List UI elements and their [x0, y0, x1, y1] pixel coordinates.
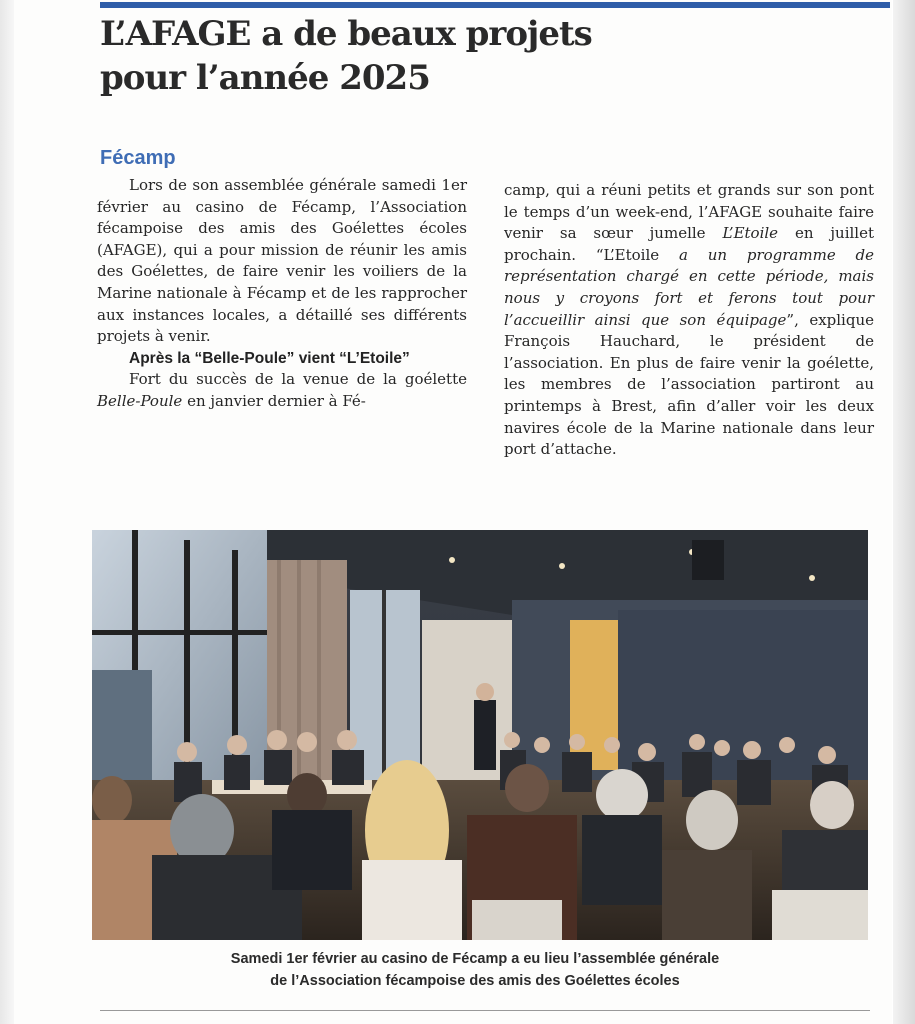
caption-line-2: de l’Association fécampoise des amis des Goélettes écoles: [270, 973, 680, 989]
scan-edge-right: [893, 0, 915, 1024]
ship-name: L’Etoile: [722, 224, 779, 243]
body-text: en janvier dernier à Fé-: [182, 391, 366, 410]
body-text: camp, qui a réuni petits et grands sur son pont le temps d’un week-end, l’AFAGE souhaite faire venir sa sœur jumelle: [504, 181, 874, 243]
subheading: Après la “Belle-Poule” vient “L’Etoile”: [129, 349, 410, 367]
top-rule: [100, 2, 890, 8]
photo-illustration: [92, 530, 868, 940]
ship-name: Belle-Poule: [97, 391, 183, 410]
photo-caption: [150, 948, 800, 992]
body-paragraph-1: [97, 369, 467, 412]
quote-text: a un programme de représentation chargé en cette période, mais nous y croyons fort et ferons tout pour l’accueillir ainsi que son équipage: [504, 245, 874, 329]
headline-line-2: pour l’année 2025: [100, 58, 430, 98]
body-text: en juillet prochain. “L’Etoile: [504, 224, 874, 264]
caption-line-1: Samedi 1er février au casino de Fécamp a eu lieu l’assemblée générale: [230, 951, 720, 967]
scan-edge-left: [0, 0, 14, 1024]
body-text: ”, explique François Hauchard, le président de l’association. En plus de faire venir la goélette, les membres de l’association partiront au printemps à Brest, afin d’aller voir les deux navires école de la Marine nationale dans leur port d’attache.: [504, 310, 874, 459]
article-column-right: [504, 180, 874, 461]
body-paragraph-2: [504, 180, 874, 461]
bottom-rule: [100, 1010, 870, 1011]
headline-line-1: L’AFAGE a de beaux projets: [100, 14, 592, 54]
dateline: Fécamp: [100, 147, 176, 169]
intro-paragraph: Lors de son assemblée générale samedi 1er février au casino de Fécamp, l’Association fécampoise des amis des Goélettes écoles (AFAGE), qui a pour mission de réunir les amis des Goélettes, de faire venir les voiliers de la Marine nationale à Fécamp et de les rapprocher aux instances locales, a détaillé ses différents projets à venir.: [97, 176, 467, 346]
body-text: Fort du succès de la venue de la goélette: [129, 370, 467, 389]
headline: [100, 12, 800, 100]
event-photo: [92, 530, 868, 940]
article-column-left: [97, 175, 467, 413]
